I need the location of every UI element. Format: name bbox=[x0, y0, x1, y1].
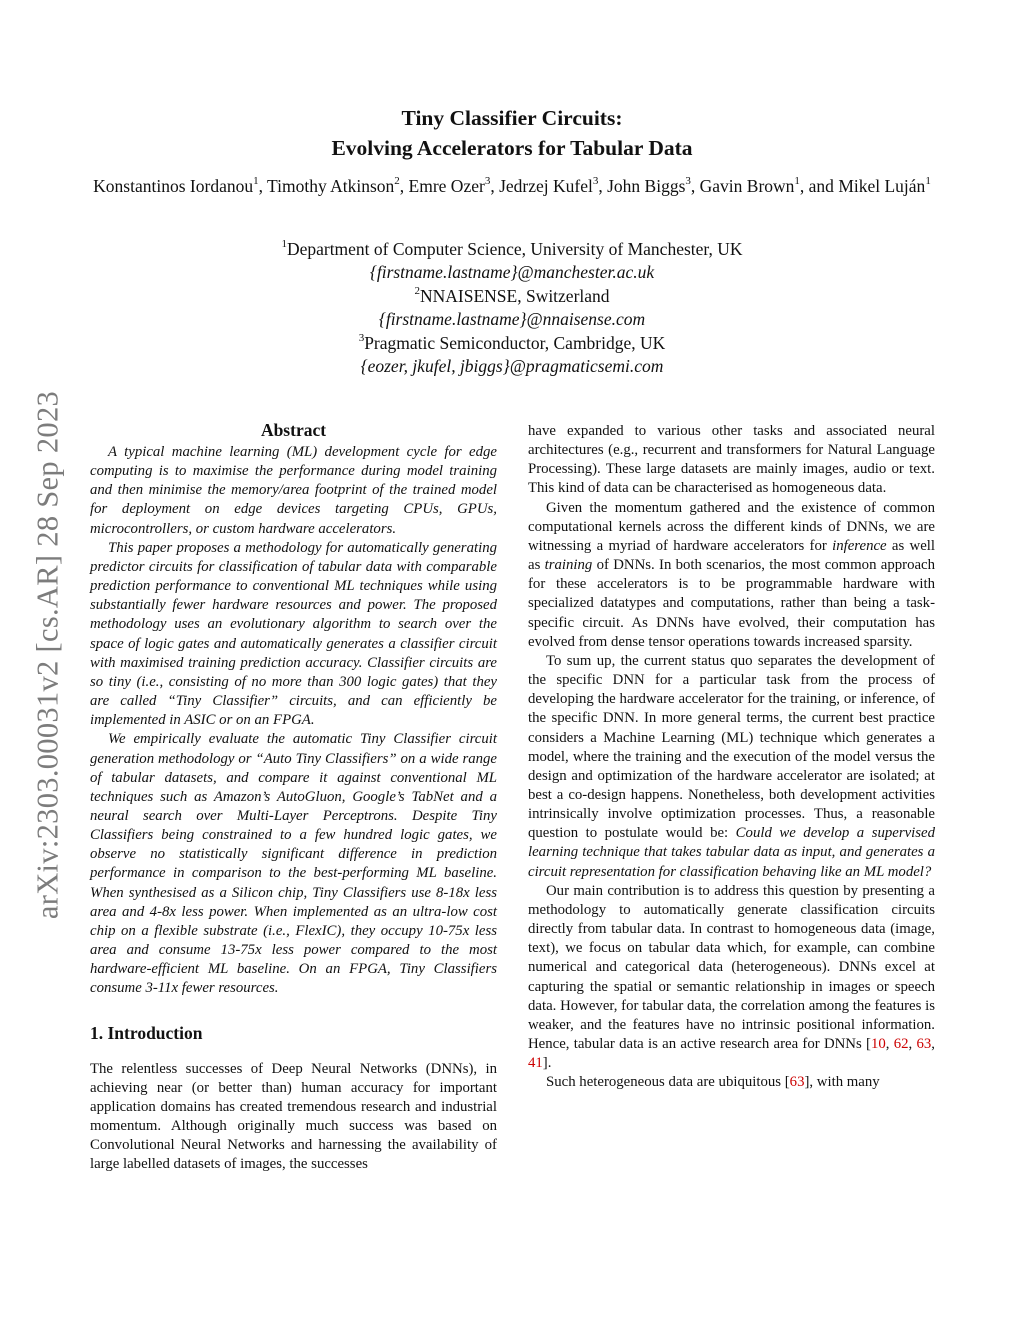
body-paragraph: To sum up, the current status quo separates the development of the specific DNN for a particular task from the process of developing the hardware accelerator for the training, or inference, of the specific DNN. In more general terms, the current best practice considers a Machine Learning (ML) technique which generates a model, where the training and the execution of the model versus the design and optimization of the hardware accelerator are isolated; at best a co-design happens. Nonetheless, both development activities intrinsically involve optimization processes. Thus, a reasonable question to postulate would be: Could we develop a supervised learning technique that takes tabular data as input, and generates a circuit representation for classification behaving like an ML model? bbox=[528, 652, 935, 880]
author-name: Gavin Brown$^1$ bbox=[699, 175, 800, 196]
abstract-paragraph: We empirically evaluate the automatic Tiny Classifier circuit generation methodology or “Auto Tiny Classifiers” on a wide range of tabular datasets, and compare it against conventional ML techniques such as Amazon’s AutoGluon, Google’s TabNet and a neural search over Multi-Layer Perceptrons. Despite Tiny Classifiers being constrained to a few hundred logic gates, we observe no statistically significant difference in prediction performance in comparison to the best-performing ML baseline. When synthesised as a Silicon chip, Tiny Classifiers use 8-18x less area and 4-8x less power. When implemented as an ultra-low cost chip on a flexible substrate (i.e., FlexIC), they occupy 10-75x less area and consume 13-75x less power compared to the most hardware-efficient ML baseline. On an FPGA, Tiny Classifiers consume 3-11x fewer resources. bbox=[90, 731, 497, 997]
affiliation: $^2$NNAISENSE, Switzerland bbox=[414, 284, 610, 306]
citation-link[interactable]: 62 bbox=[893, 1036, 909, 1052]
body-paragraph: have expanded to various other tasks and associated neural architectures (e.g., recurrent and transformers for Natural Language Processing). These large datasets are mainly images, audio or text. This kind of data can be characterised as homogeneous data. bbox=[528, 423, 935, 497]
body-paragraph: The relentless successes of Deep Neural Networks (DNNs), in achieving near (or better than) human accuracy for important application domains has created tremendous research and industrial momentum. Although originally much success was based on Convolutional Neural Networks and harnessing the availability of large labelled datasets of images, the successes bbox=[90, 1060, 497, 1173]
author-name: Konstantinos Iordanou$^1$ bbox=[93, 175, 259, 196]
affiliation-email: {firstname.lastname}@manchester.ac.uk bbox=[369, 262, 655, 283]
author-name: Jedrzej Kufel$^3$ bbox=[499, 175, 599, 196]
body-paragraph: Our main contribution is to address this question by presenting a methodology to automatically generate classification circuits directly from tabular data. In contrast to homogeneous data (image, text), we focus on tabular data which, for example, can combine numerical and categorical data (heterogeneous). DNNs excel at capturing the spatial or semantic relationship in images or speech data. However, for tabular data, the correlation among the features is weaker, and the features have no intrinsic positional information. Hence, tabular data is an active research area for DNNs [10, 62, 63, 41]. bbox=[528, 882, 935, 1072]
citation-link[interactable]: 10 bbox=[870, 1036, 886, 1052]
author-name: Mikel Luján$^1$ bbox=[838, 175, 931, 196]
author-affiliation-marker: 1 bbox=[253, 175, 259, 188]
body-paragraph: Such heterogeneous data are ubiquitous [63], with many bbox=[546, 1074, 880, 1091]
left-column bbox=[90, 418, 497, 1174]
author-list: Konstantinos Iordanou$^1$, Timothy Atkinson$^2$, Emre Ozer$^3$, Jedrzej Kufel$^3$, John Biggs$^3$, Gavin Brown$^1$, and Mikel Luján$^1$ bbox=[93, 175, 931, 196]
citation-link[interactable]: 63 bbox=[916, 1036, 932, 1052]
paper-title bbox=[0, 103, 1024, 163]
title-line-1: Tiny Classifier Circuits: bbox=[401, 106, 623, 130]
citation-link[interactable]: 63 bbox=[789, 1074, 805, 1091]
abstract-heading: Abstract bbox=[260, 420, 327, 440]
introduction-body bbox=[90, 1060, 497, 1175]
right-column bbox=[528, 418, 935, 1092]
abstract-paragraph: A typical machine learning (ML) development cycle for edge computing is to maximise the performance during model training and then minimise the memory/area footprint of the trained model for deployment on edge devices targeting CPUs, GPUs, microcontrollers, or custom hardware accelerators. bbox=[90, 444, 497, 537]
emphasis-training: training bbox=[544, 557, 593, 574]
author-affiliation-marker: 1 bbox=[925, 175, 931, 188]
author-name: Emre Ozer$^3$ bbox=[408, 175, 491, 196]
abstract-paragraph: This paper proposes a methodology for automatically generating predictor circuits for classification of tabular data with comparable prediction performance to conventional ML techniques while using substantially fewer hardware resources and power. The proposed methodology uses an evolutionary algorithm to search over the space of logic gates and automatically generates a classifier circuit with maximised training prediction accuracy. Classifier circuits are so tiny (i.e., consisting of no more than 300 logic gates) that they are called “Tiny Classifier” circuits, and can efficiently be implemented in ASIC or on an FPGA. bbox=[90, 539, 497, 729]
author-affiliation-marker: 3 bbox=[592, 175, 599, 188]
emphasis-inference: inference bbox=[832, 537, 887, 554]
introduction-heading: 1. Introduction bbox=[90, 1022, 203, 1043]
author-affiliation-marker: 1 bbox=[794, 175, 800, 188]
affiliation-list bbox=[0, 238, 1024, 378]
affiliation: $^3$Pragmatic Semiconductor, Cambridge, UK bbox=[358, 331, 666, 353]
affiliation-email: {eozer, jkufel, jbiggs}@pragmaticsemi.com bbox=[360, 356, 664, 377]
arxiv-identifier: arXiv:2303.00031v2 [cs.AR] 28 Sep 2023 bbox=[30, 390, 65, 920]
author-affiliation-marker: 3 bbox=[685, 175, 691, 188]
citation-link[interactable]: 41 bbox=[528, 1055, 543, 1072]
affiliation: $^1$Department of Computer Science, University of Manchester, UK bbox=[281, 238, 743, 259]
research-question: Could we develop a supervised learning technique that takes tabular data as input, and generates a circuit representation for classification behaving like an ML model? bbox=[528, 825, 935, 880]
abstract-section bbox=[90, 420, 497, 999]
affiliation-email: {firstname.lastname}@nnaisense.com bbox=[378, 309, 646, 330]
author-name: Timothy Atkinson$^2$ bbox=[267, 175, 400, 196]
title-line-2: Evolving Accelerators for Tabular Data bbox=[331, 136, 693, 160]
author-affiliation-marker: 2 bbox=[394, 175, 400, 188]
author-affiliation-marker: 3 bbox=[484, 175, 491, 188]
author-name: John Biggs$^3$ bbox=[607, 175, 691, 196]
body-paragraph: Given the momentum gathered and the existence of common computational kernels across the different kinds of DNNs, we are witnessing a myriad of hardware accelerators for inference as well as training of DNNs. In both scenarios, the most common approach for these accelerators is to be programmable hardware with specialized datatypes and computations, rather than being a task-specific circuit. As DNNs have evolved, their computation has evolved from dense tensor operations towards increased sparsity. bbox=[528, 499, 936, 650]
